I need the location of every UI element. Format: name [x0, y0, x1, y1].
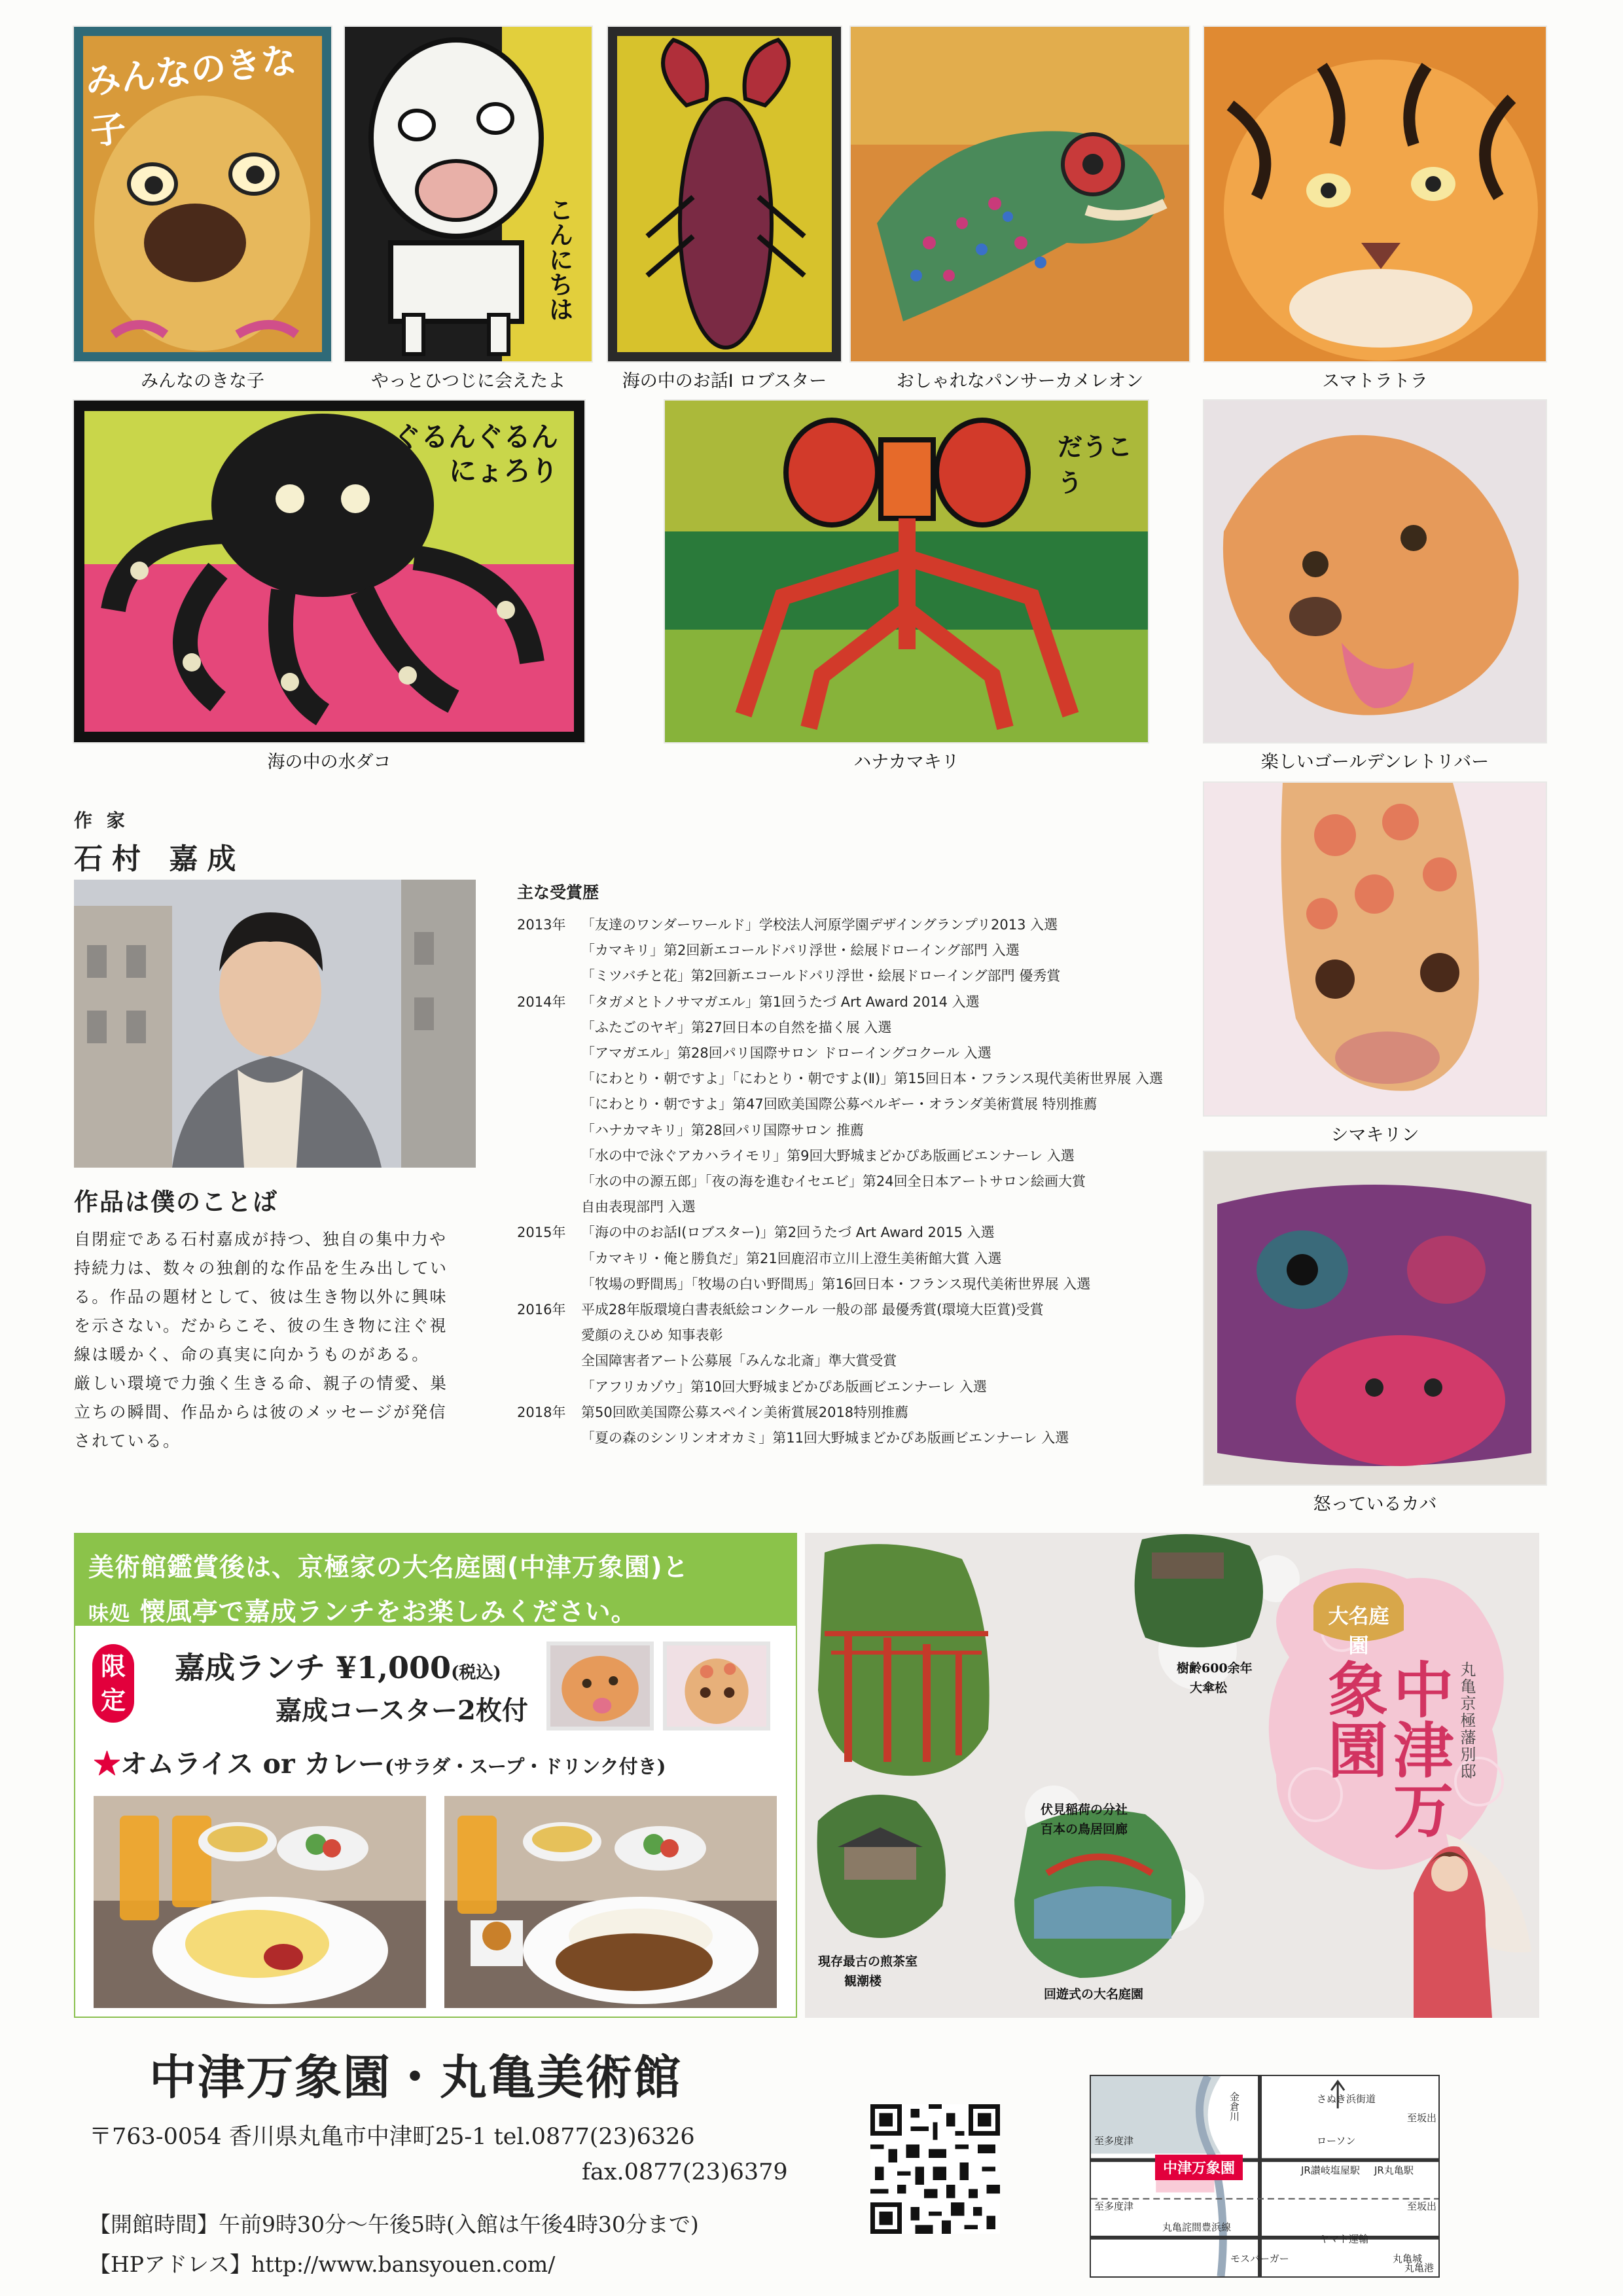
artwork-caption: 海の中の水ダコ	[267, 752, 391, 772]
award-row	[517, 1220, 1185, 1246]
promo-headline-text: 懐風亭で嘉成ランチをお楽しみください。	[130, 1598, 637, 1627]
award-year	[517, 1015, 581, 1041]
award-year: 2015年	[517, 1225, 566, 1241]
lunch-name-text: 嘉成ランチ ¥1,000	[175, 1650, 452, 1685]
award-year: 2014年	[517, 994, 566, 1010]
award-year: 2016年	[517, 1302, 566, 1318]
award-row	[517, 1092, 1185, 1117]
award-text: 「ハナカマキリ」第28回パリ国際サロン 推薦	[581, 1122, 864, 1138]
artwork-caption: みんなのきな子	[141, 371, 264, 391]
map-label: 至坂出	[1407, 2200, 1437, 2212]
award-row	[517, 1400, 1185, 1426]
award-row	[517, 1374, 1185, 1400]
award-year	[517, 1169, 581, 1194]
award-row	[517, 938, 1185, 963]
map-label: さぬき浜街道	[1317, 2093, 1376, 2105]
award-text: 「にわとり・朝ですよ」第47回欧美国際公募ベルギー・オランダ美術賞展 特別推薦	[581, 1096, 1097, 1113]
art-text: こんにちは	[544, 197, 573, 321]
statement-line: 線は暖かく、命の真実に向かうものがある。	[74, 1345, 430, 1364]
qr-code-icon[interactable]	[870, 2104, 1000, 2234]
lunch-promo	[74, 1533, 797, 2018]
artwork-caption: シマキリン	[1330, 1125, 1419, 1145]
statement-line: 厳しい環境で力強く生きる命、親子の情愛、巣	[74, 1374, 448, 1393]
award-text: 自由表現部門 入選	[581, 1199, 696, 1215]
promo-restaurant-prefix: 味処	[88, 1602, 130, 1626]
limited-badge: 限定	[92, 1644, 134, 1723]
award-text: 「海の中のお話Ⅰ(ロブスター)」第2回うたづ Art Award 2015 入選	[581, 1225, 995, 1241]
artwork-tiger	[1204, 27, 1546, 361]
art-text: ぐるんぐるん にょろり	[393, 421, 558, 487]
award-text: 「アマガエル」第28回パリ国際サロン ドローイングコクール 入選	[581, 1045, 991, 1062]
artwork-chameleon	[851, 27, 1189, 361]
award-year	[517, 1041, 581, 1066]
menu-line	[94, 1742, 666, 1781]
award-text: 「牧場の野間馬」「牧場の白い野間馬」第16回日本・フランス現代美術世界展 入選	[581, 1276, 1091, 1292]
garden-subtitle: 丸亀京極藩別邸	[1457, 1661, 1476, 1780]
award-row	[517, 1272, 1185, 1297]
statement-line: る。作品の題材として、彼は生き物以外に興味	[74, 1287, 448, 1306]
artwork-mantis	[665, 401, 1148, 742]
award-year	[517, 963, 581, 989]
award-row	[517, 1426, 1185, 1451]
map-label: 金倉川	[1228, 2092, 1240, 2121]
award-row	[517, 963, 1185, 989]
map-label: JR讃岐塩屋駅	[1301, 2164, 1360, 2176]
award-text: 「ふたごのヤギ」第27回日本の自然を描く展 入選	[581, 1019, 892, 1035]
map-label: モスバーガー	[1230, 2253, 1289, 2265]
garden-title: 中津万象園	[1318, 1659, 1454, 1839]
map-label: 至多度津	[1094, 2135, 1134, 2147]
lunch-price	[175, 1644, 501, 1687]
pine-caption-1: 樹齢600余年	[1177, 1661, 1253, 1676]
map-label: JR丸亀駅	[1374, 2164, 1414, 2176]
footer-homepage[interactable]: 【HPアドレス】http://www.bansyouen.com/	[89, 2251, 556, 2277]
award-year	[517, 1092, 581, 1117]
awards-title: 主な受賞歴	[517, 883, 599, 902]
awards-list	[517, 912, 1185, 1451]
award-year	[517, 1272, 581, 1297]
menu-note: (サラダ・スープ・ドリンク付き)	[384, 1755, 666, 1778]
statement-line: されている。	[74, 1431, 181, 1450]
award-text: 第50回欧美国際公募スペイン美術賞展2018特別推薦	[581, 1404, 909, 1420]
award-row	[517, 912, 1185, 938]
footer-fax: fax.0877(23)6379	[582, 2159, 788, 2185]
award-year	[517, 1194, 581, 1220]
award-year	[517, 1246, 581, 1272]
award-text: 「カマキリ」第2回新エコールドパリ浮世・絵展ドローイング部門 入選	[581, 942, 1020, 959]
award-year: 2013年	[517, 917, 566, 933]
map-label: 丸亀港	[1404, 2262, 1435, 2274]
artwork-caption: スマトラトラ	[1322, 371, 1428, 391]
omurice-photo	[94, 1796, 426, 2008]
award-text: 「水の中で泳ぐアカハライモリ」第9回大野城まどかぴあ版画ビエンナーレ 入選	[581, 1147, 1075, 1164]
award-text: 愛顔のえひめ 知事表彰	[581, 1327, 723, 1344]
statement-line: 立ちの瞬間、作品からは彼のメッセージが発信	[74, 1403, 447, 1422]
artwork-lobster	[608, 27, 841, 361]
artwork-giraffe	[1204, 783, 1546, 1115]
stroll-garden-caption: 回遊式の大名庭園	[1044, 1987, 1144, 2001]
award-row	[517, 990, 1185, 1015]
award-text: 全国障害者アート公募展「みんな北斎」準大賞受賞	[581, 1353, 897, 1369]
award-text: 「にわとり・朝ですよ」「にわとり・朝ですよ(Ⅱ)」第15回日本・フランス現代美術世界展 入選	[581, 1071, 1163, 1087]
map-label: 至坂出	[1407, 2112, 1437, 2124]
promo-headline-line1: 美術館鑑賞後は、京極家の大名庭園(中津万象園)と	[88, 1553, 689, 1583]
award-year	[517, 1374, 581, 1400]
teahouse-caption-2: 観潮楼	[844, 1974, 882, 1988]
award-text: 「ミツバチと花」第2回新エコールドパリ浮世・絵展ドローイング部門 優秀賞	[581, 968, 1061, 984]
map-destination: 中津万象園	[1155, 2155, 1243, 2180]
award-row	[517, 1041, 1185, 1066]
award-row	[517, 1169, 1185, 1194]
statement-line: 自閉症である石村嘉成が持つ、独自の集中力や	[74, 1230, 448, 1249]
art-text: みんなのきな子	[83, 38, 298, 153]
award-row	[517, 1246, 1185, 1272]
award-year	[517, 1066, 581, 1092]
footer-title: 中津万象園・丸亀美術館	[149, 2049, 683, 2105]
curry-photo	[444, 1796, 777, 2008]
award-text: 「水の中の源五郎」「夜の海を進むイセエビ」第24回全日本アートサロン絵画大賞	[581, 1174, 1086, 1190]
map-label: ヤマト運輸	[1319, 2233, 1369, 2245]
torii-caption-1: 伏見稲荷の分社	[1041, 1803, 1128, 1817]
coaster-image-giraffe	[663, 1641, 770, 1731]
award-text: 「友達のワンダーワールド」学校法人河原学園デザイングランプリ2013 入選	[581, 917, 1058, 933]
map-label: 丸亀詫間豊浜線	[1162, 2221, 1232, 2233]
award-year	[517, 1323, 581, 1348]
artist-statement	[74, 1225, 480, 1456]
footer-hours: 【開館時間】午前9時30分～午後5時(入館は午後4時30分まで)	[89, 2212, 699, 2237]
award-row	[517, 1143, 1185, 1169]
menu-choice: オムライス or カレー	[120, 1748, 385, 1780]
award-text: 「カマキリ・俺と勝負だ」第21回鹿沼市立川上澄生美術館大賞 入選	[581, 1250, 1002, 1266]
award-row	[517, 1118, 1185, 1143]
tax-note: (税込)	[451, 1663, 501, 1683]
artwork-kinako	[74, 27, 331, 361]
teahouse-caption-1: 現存最古の煎茶室	[818, 1954, 918, 1969]
artwork-sheep	[345, 27, 592, 361]
promo-headline	[75, 1534, 796, 1626]
pine-caption-2: 大傘松	[1190, 1681, 1228, 1695]
award-year	[517, 1118, 581, 1143]
footer-address: 〒763-0054 香川県丸亀市中津町25-1 tel.0877(23)6326	[89, 2124, 695, 2150]
award-year	[517, 938, 581, 963]
map-label: ローソン	[1317, 2135, 1356, 2147]
award-text: 平成28年版環境白書表紙絵コンクール 一般の部 最優秀賞(環境大臣賞)受賞	[581, 1302, 1044, 1318]
artist-photo	[74, 880, 476, 1168]
artwork-caption: 怒っているカバ	[1313, 1494, 1437, 1515]
coaster-note: 嘉成コースター2枚付	[276, 1695, 528, 1726]
star-icon: ★	[94, 1748, 120, 1780]
artist-label: 作 家	[74, 810, 129, 831]
award-row	[517, 1297, 1185, 1323]
award-row	[517, 1323, 1185, 1348]
artwork-caption: 楽しいゴールデンレトリバー	[1260, 752, 1489, 772]
artwork-caption: 海の中のお話Ⅰ ロブスター	[622, 371, 827, 391]
artwork-hippo	[1204, 1152, 1546, 1484]
art-text: だうこう	[1058, 433, 1133, 497]
map-label: 至多度津	[1094, 2200, 1134, 2212]
award-row	[517, 1015, 1185, 1041]
statement-title: 作品は僕のことば	[74, 1188, 278, 1216]
artwork-caption: やっとひつじに会えたよ	[371, 371, 565, 391]
promo-headline-line2	[88, 1592, 796, 1628]
statement-line: 持続力は、数々の独創的な作品を生み出してい	[74, 1259, 448, 1278]
award-year: 2018年	[517, 1404, 566, 1420]
award-year	[517, 1348, 581, 1374]
coaster-image-retriever	[546, 1641, 654, 1731]
garden-badge: 大名庭園	[1328, 1605, 1389, 1658]
award-row	[517, 1066, 1185, 1092]
award-row	[517, 1194, 1185, 1220]
award-row	[517, 1348, 1185, 1374]
award-text: 「タガメとトノサマガエル」第1回うたづ Art Award 2014 入選	[581, 994, 980, 1010]
award-year	[517, 1143, 581, 1169]
artwork-golden-retriever	[1204, 401, 1546, 742]
map-label: 丸亀城	[1393, 2253, 1423, 2265]
award-year	[517, 1426, 581, 1451]
artwork-caption: ハナカマキリ	[853, 752, 959, 772]
award-text: 「アフリカゾウ」第10回大野城まどかぴあ版画ビエンナーレ 入選	[581, 1378, 987, 1395]
award-text: 「夏の森のシンリンオオカミ」第11回大野城まどかぴあ版画ビエンナーレ 入選	[581, 1430, 1069, 1446]
artwork-octopus	[74, 401, 584, 742]
statement-line: を示さない。だからこそ、彼の生き物に注ぐ視	[74, 1316, 448, 1335]
artwork-caption: おしゃれなパンサーカメレオン	[896, 371, 1144, 391]
artist-name: 石村 嘉成	[74, 842, 245, 876]
torii-caption-2: 百本の鳥居回廊	[1041, 1822, 1128, 1837]
